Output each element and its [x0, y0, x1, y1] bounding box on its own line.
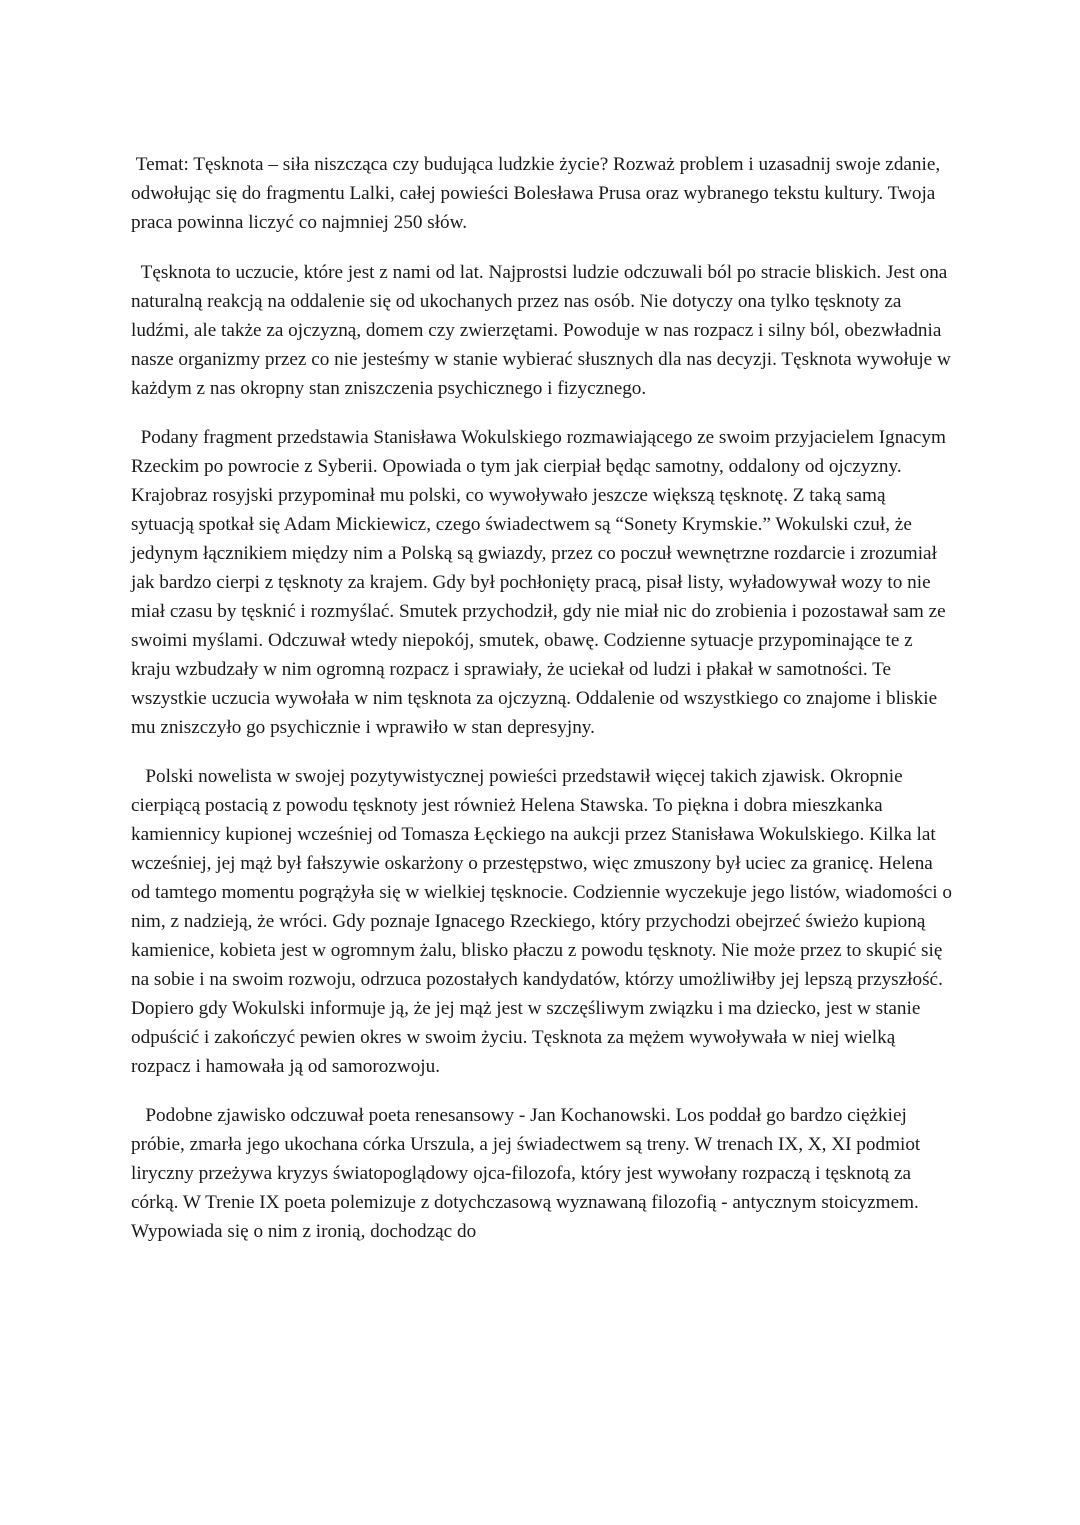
essay-topic: Temat: Tęsknota – siła niszcząca czy budująca ludzkie życie? Rozważ problem i uzasadnij swoje zdanie, odwołując się do fragmentu Lalki, całej powieści Bolesława Prusa oraz wybranego tekstu kultury. Twoja praca powinna liczyć co najmniej 250 słów.: [131, 154, 945, 233]
paragraph-wokulski: Podany fragment przedstawia Stanisława Wokulskiego rozmawiającego ze swoim przyjacielem Ignacym Rzeckim po powrocie z Syberii. Opowiada o tym jak cierpiał będąc samotny, oddalony od ojczyzny. Krajobraz rosyjski przypominał mu polski, co wywoływało jeszcze większą tęsknotę. Z taką samą sytuacją spotkał się Adam Mickiewicz, czego świadectwem są “Sonety Krymskie.” Wokulski czuł, że jedynym łącznikiem między nim a Polską są gwiazdy, przez co poczuł wewnętrzne rozdarcie i zrozumiał jak bardzo cierpi z tęsknoty za krajem. Gdy był pochłonięty pracą, pisał listy, wyładowywał wozy to nie miał czasu by tęsknić i rozmyślać. Smutek przychodził, gdy nie miał nic do zrobienia i pozostawał sam ze swoimi myślami. Odczuwał wtedy niepokój, smutek, obawę. Codzienne sytuacje przypominające te z kraju wzbudzały w nim ogromną rozpacz i sprawiały, że uciekał od ludzi i płakał w samotności. Te wszystkie uczucia wywołała w nim tęsknota za ojczyzną. Oddalenie od wszystkiego co znajome i bliskie mu zniszczyło go psychicznie i wprawiło w stan depresyjny.: [131, 427, 951, 738]
document-body: [131, 150, 957, 1266]
paragraph-introduction: Tęsknota to uczucie, które jest z nami od lat. Najprostsi ludzie odczuwali ból po stracie bliskich. Jest ona naturalną reakcją na oddalenie się od ukochanych przez nas osób. Nie dotyczy ona tylko tęsknoty za ludźmi, ale także za ojczyzną, domem czy zwierzętami. Powoduje w nas rozpacz i silny ból, obezwładnia nasze organizmy przez co nie jesteśmy w stanie wybierać słusznych dla nas decyzji. Tęsknota wywołuje w każdym z nas okropny stan zniszczenia psychicznego i fizycznego.: [131, 262, 956, 399]
paragraph-stawska: Polski nowelista w swojej pozytywistycznej powieści przedstawił więcej takich zjawisk. Okropnie cierpiącą postacią z powodu tęsknoty jest również Helena Stawska. To piękna i dobra mieszkanka kamiennicy kupionej wcześniej od Tomasza Łęckiego na aukcji przez Stanisława Wokulskiego. Kilka lat wcześniej, jej mąż był fałszywie oskarżony o przestępstwo, więc zmuszony był uciec za granicę. Helena od tamtego momentu pogrążyła się w wielkiej tęsknocie. Codziennie wyczekuje jego listów, wiadomości o nim, z nadzieją, że wróci. Gdy poznaje Ignacego Rzeckiego, który przychodzi obejrzeć świeżo kupioną kamienice, kobieta jest w ogromnym żalu, blisko płaczu z powodu tęsknoty. Nie może przez to skupić się na sobie i na swoim rozwoju, odrzuca pozostałych kandydatów, którzy umożliwiłby jej lepszą przyszłość. Dopiero gdy Wokulski informuje ją, że jej mąż jest w szczęśliwym związku i ma dziecko, jest w stanie odpuścić i zakończyć pewien okres w swoim życiu. Tęsknota za mężem wywoływała w niej wielką rozpacz i hamowała ją od samorozwoju.: [131, 766, 957, 1077]
paragraph-kochanowski: Podobne zjawisko odczuwał poeta renesansowy - Jan Kochanowski. Los poddał go bardzo ciężkiej próbie, zmarła jego ukochana córka Urszula, a jej świadectwem są treny. W trenach IX, X, XI podmiot liryczny przeżywa kryzys światopoglądowy ojca-filozofa, który jest wywołany rozpaczą i tęsknotą za córką. W Trenie IX poeta polemizuje z dotychczasową wyznawaną filozofią - antycznym stoicyzmem. Wypowiada się o nim z ironią, dochodząc do: [131, 1105, 926, 1242]
